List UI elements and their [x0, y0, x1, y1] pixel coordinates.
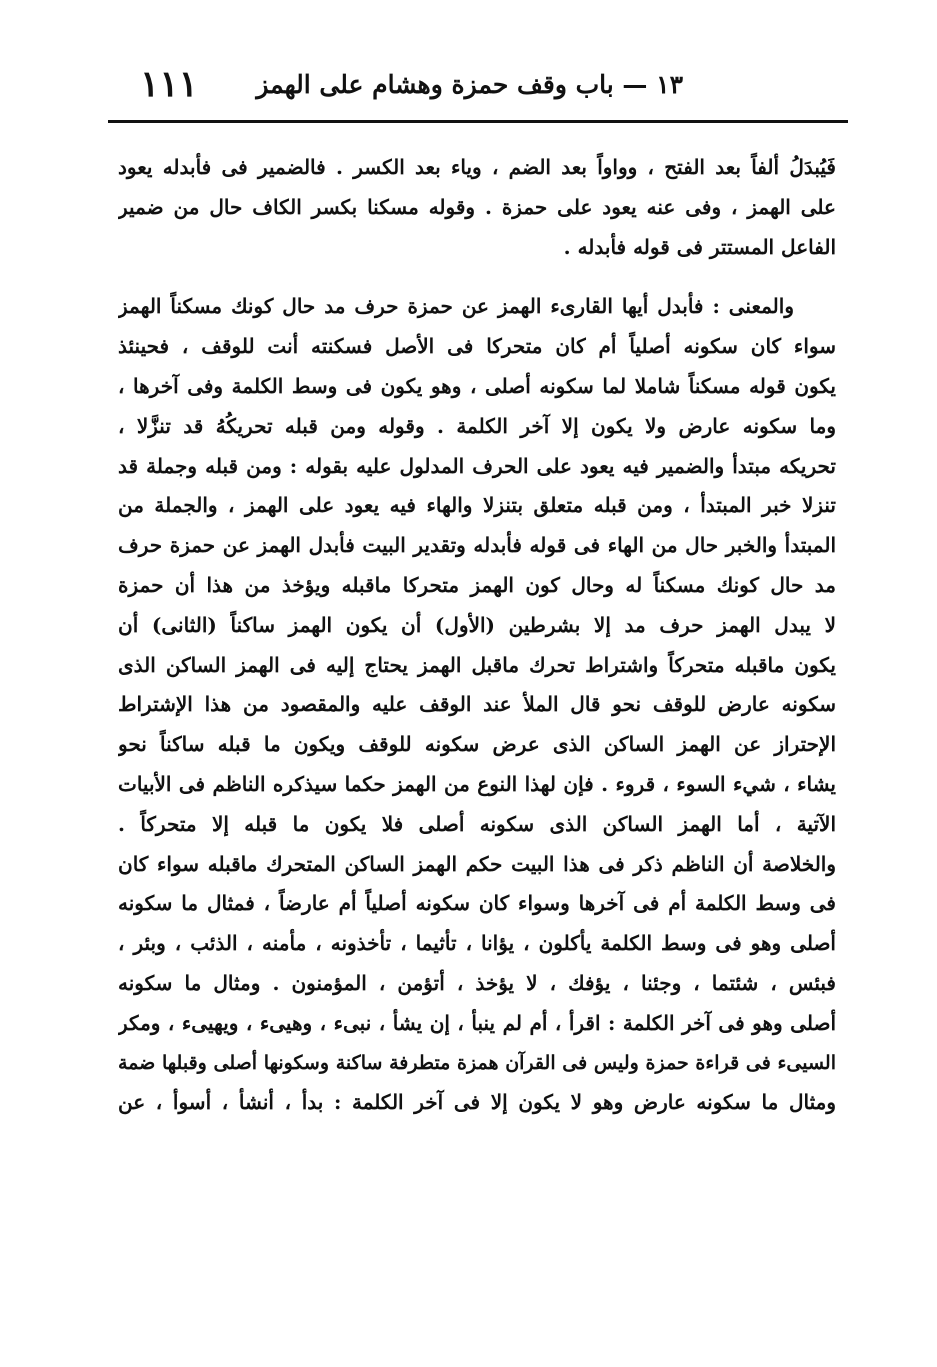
text-line: وما سكونه عارض ولا يكون إلا آخر الكلمة . وقوله ومن قبله تحريكُهُ قد تنزَّلا ، — [118, 413, 836, 438]
paragraph-3 — [118, 845, 836, 1124]
text-line: فبئس ، شئتما ، وجئنا ، يؤفك ، لا يؤخذ ، أتؤمن ، المؤمنون . ومثال ما سكونه — [118, 970, 836, 995]
text-line: تحريكه مبتدأ والضمير فيه يعود على الحرف المدلول عليه بقوله : ومن قبله وجملة قد — [118, 453, 836, 478]
text-line: سكونه عارض للوقف نحو قال الملأ عند الوقف عليه والمقصود من هذا الإشتراط — [118, 692, 836, 717]
text-line: أصلى وهو فى وسط الكلمة يأكلون ، يؤانا ، تأثيما ، تأخذونه ، مأمنه ، الذئب ، وبئر ، — [118, 931, 836, 956]
paragraph-gap — [118, 267, 836, 287]
paragraph-2 — [118, 287, 836, 844]
header-rule — [108, 120, 848, 123]
text-line: يكون قوله مسكناً شاملا لما سكونه أصلى ، وهو يكون فى وسط الكلمة وفى آخرها ، — [118, 373, 836, 398]
text-line: مد حال كونك مسكناً له وحال كون الهمز متحركا ماقبله ويؤخذ من هذا أن حمزة — [118, 572, 836, 597]
text-line: السيىء فى قراءة حمزة وليس فى القرآن همزة متطرفة ساكنة وسكونها أصلى وقبلها ضمة — [118, 1051, 836, 1074]
text-line: على الهمز ، وفى عنه يعود على حمزة . وقوله مسكنا بكسر الكاف حال من ضمير — [118, 194, 836, 219]
text-line: سواء كان سكونه أصلياً أم كان متحركا فى الأصل فسكنته أنت للوقف ، فحينئذ — [118, 334, 836, 359]
paragraph-1 — [118, 148, 836, 267]
page-header — [108, 62, 848, 114]
text-line: والمعنى : فأبدل أيها القارىء الهمز عن حمزة حرف مد حال كونك مسكناً الهمز — [118, 294, 794, 319]
text-line: الفاعل المستتر فى قوله فأبدله . — [563, 234, 836, 259]
text-line: الآتية ، أما الهمز الساكن الذى سكونه أصلى فلا يكون ما قبله إلا متحركاً . — [118, 811, 836, 836]
text-line: فى وسط الكلمة أم فى آخرها وسواء كان سكونه أصلياً أم عارضاً ، فمثال ما سكونه — [118, 891, 836, 916]
text-line: ومثال ما سكونه عارض وهو لا يكون إلا فى آخر الكلمة : بدأ ، أنشأ ، أسوأ ، عن — [118, 1090, 836, 1115]
text-line: والخلاصة أن الناظم ذكر فى هذا البيت حكم الهمز الساكن المتحرك ماقبله سواء كان — [118, 851, 836, 876]
text-line: أصلى وهو فى آخر الكلمة : اقرأ ، أم لم ينبأ ، إن يشأ ، نبىء ، وهيىء ، ويهيىء ، ومكر — [118, 1010, 836, 1035]
page-number: ١١١ — [139, 63, 198, 105]
text-line: فَيُبدَلُ ألفاً بعد الفتح ، وواواً بعد الضم ، وياء بعد الكسر . فالضمير فى فأبدله يعود — [118, 155, 836, 179]
text-line: لا يبدل الهمز حرف مد إلا بشرطين (الأول) أن يكون الهمز ساكناً (الثانى) أن — [118, 612, 836, 637]
text-line: تنزلا خبر المبتدأ ، ومن قبله متعلق بتنزلا والهاء فيه يعود على الهمز ، والجملة من — [118, 493, 836, 518]
body-text — [118, 148, 836, 1123]
text-line: الإحتراز عن الهمز الساكن الذى عرض سكونه للوقف ويكون ما قبله ساكناً نحو — [118, 732, 836, 757]
text-line: المبتدأ والخبر حال من الهاء فى قوله فأبدله وتقدير البيت فأبدل الهمز عن حمزة حرف — [118, 533, 836, 558]
running-title: ١٣ — باب وقف حمزة وهشام على الهمز — [256, 70, 683, 99]
text-line: يشاء ، شيء السوء ، قروء . فإن لهذا النوع من الهمز حكما سيذكره الناظم فى الأبيات — [118, 771, 836, 796]
text-line: يكون ماقبله متحركاً واشتراط تحرك ماقبل الهمز يحتاج إليه فى الهمز الساكن الذى — [118, 652, 836, 677]
